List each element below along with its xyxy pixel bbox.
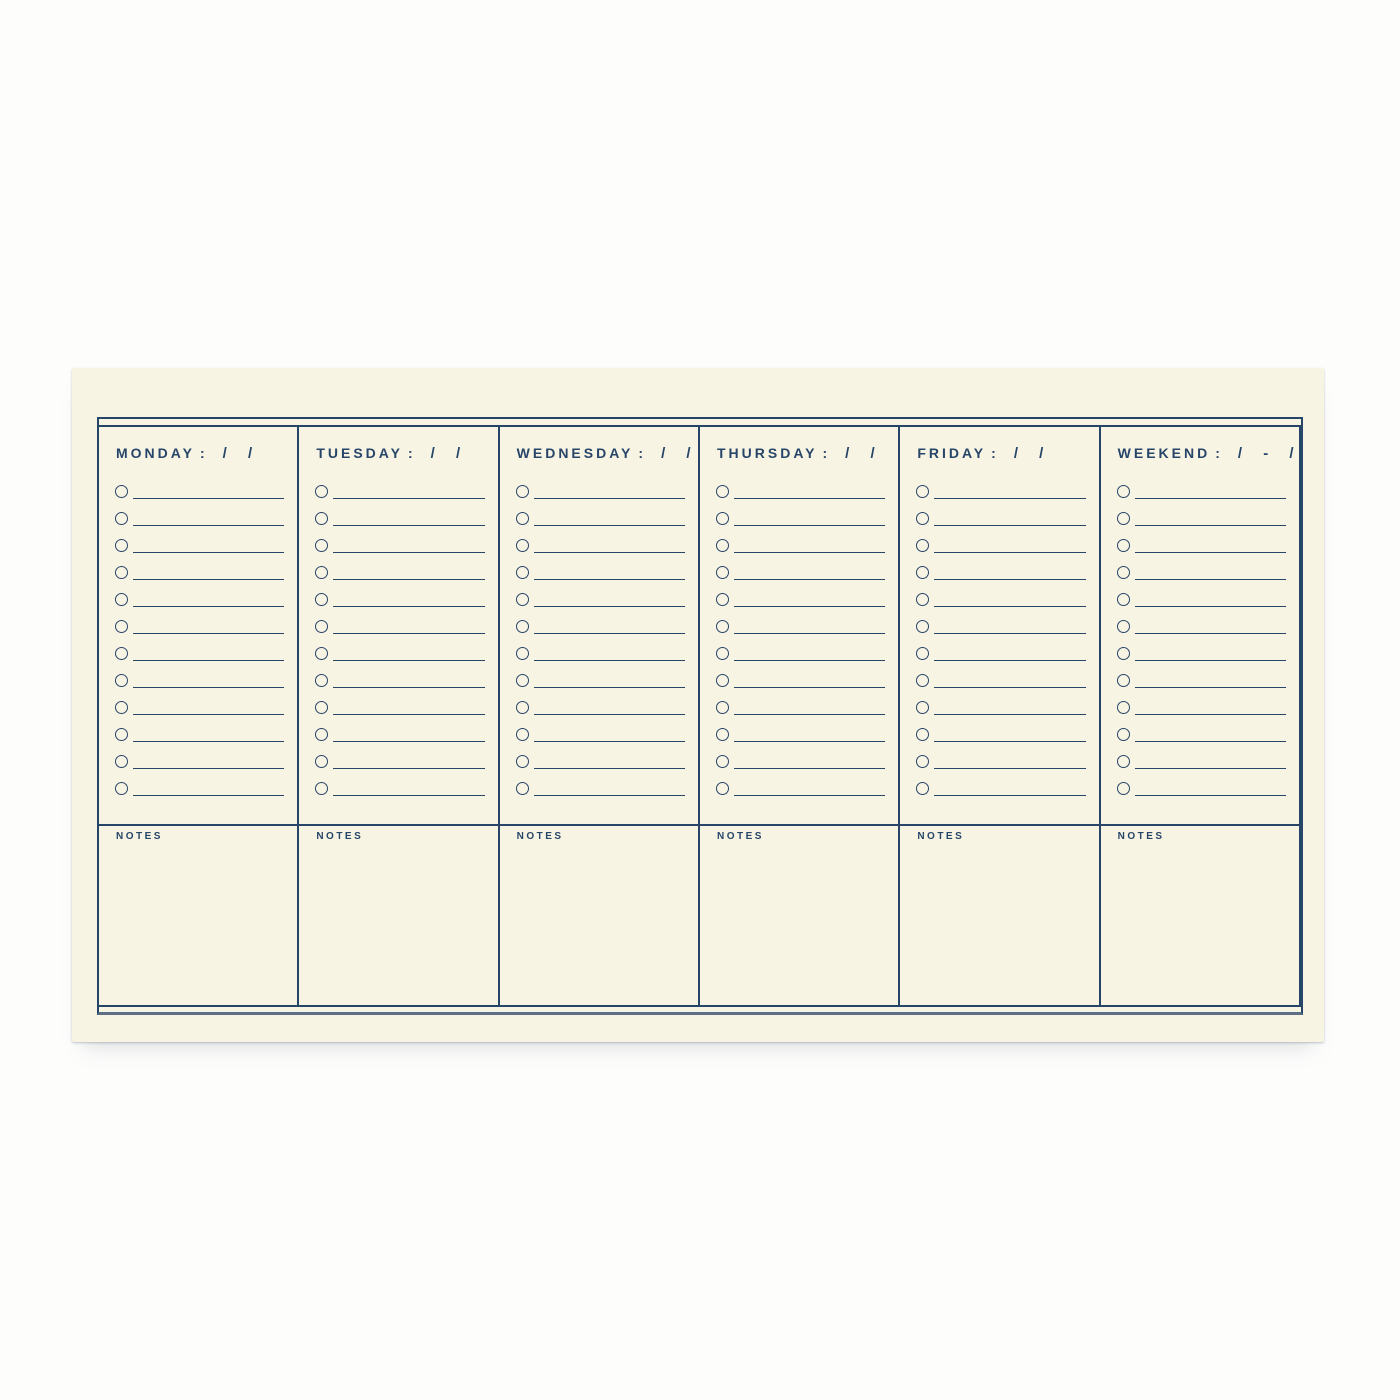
task-row — [115, 667, 284, 694]
task-checkbox-circle — [315, 566, 328, 579]
task-checkbox-circle — [115, 782, 128, 795]
task-checkbox-circle — [1117, 755, 1130, 768]
task-row — [916, 775, 1085, 802]
task-row — [115, 532, 284, 559]
task-write-line — [1135, 633, 1286, 634]
task-checkbox-circle — [916, 620, 929, 633]
task-checkbox-circle — [1117, 485, 1130, 498]
columns-row — [99, 425, 1301, 1007]
task-checkbox-circle — [916, 512, 929, 525]
task-row — [115, 505, 284, 532]
task-write-line — [133, 498, 284, 499]
task-write-line — [133, 687, 284, 688]
task-checkbox-circle — [516, 728, 529, 741]
task-checkbox-circle — [115, 539, 128, 552]
task-checkbox-circle — [115, 620, 128, 633]
task-row — [716, 748, 885, 775]
task-write-line — [734, 498, 885, 499]
task-checkbox-circle — [315, 782, 328, 795]
task-write-line — [133, 660, 284, 661]
column-header — [1117, 445, 1296, 462]
task-write-line — [934, 498, 1085, 499]
task-write-line — [333, 552, 484, 553]
task-write-line — [1135, 714, 1286, 715]
task-checkbox-circle — [315, 755, 328, 768]
task-checkbox-circle — [916, 485, 929, 498]
task-checkbox-circle — [1117, 674, 1130, 687]
task-checkbox-circle — [916, 701, 929, 714]
task-row — [516, 586, 685, 613]
task-checkbox-circle — [716, 728, 729, 741]
date-placeholder: / - / — [1237, 445, 1296, 462]
task-checkbox-circle — [916, 566, 929, 579]
task-row — [315, 640, 484, 667]
task-checkbox-circle — [315, 728, 328, 741]
column-header — [517, 445, 692, 462]
task-write-line — [934, 633, 1085, 634]
task-write-line — [734, 687, 885, 688]
task-write-line — [1135, 660, 1286, 661]
task-row — [1117, 586, 1286, 613]
task-checkbox-circle — [315, 512, 328, 525]
header-colon: : — [407, 445, 416, 461]
task-write-line — [734, 552, 885, 553]
column-header — [917, 445, 1092, 462]
task-write-line — [534, 552, 685, 553]
task-write-line — [333, 795, 484, 796]
task-row — [916, 721, 1085, 748]
task-row — [1117, 613, 1286, 640]
task-checkbox-circle — [1117, 728, 1130, 741]
task-checkbox-circle — [716, 566, 729, 579]
day-label: FRIDAY — [917, 445, 987, 461]
notes-label: NOTES — [516, 831, 564, 842]
task-row — [716, 775, 885, 802]
task-write-line — [534, 741, 685, 742]
day-label: WEEKEND — [1117, 445, 1211, 461]
task-row — [716, 694, 885, 721]
task-row — [516, 667, 685, 694]
task-write-line — [534, 768, 685, 769]
task-checkbox-circle — [516, 782, 529, 795]
task-row — [315, 721, 484, 748]
task-row — [716, 505, 885, 532]
task-checkbox-circle — [115, 647, 128, 660]
header-colon: : — [991, 445, 999, 461]
task-row — [315, 667, 484, 694]
task-row — [315, 694, 484, 721]
task-row — [516, 775, 685, 802]
task-row — [115, 478, 284, 505]
task-checkbox-circle — [315, 620, 328, 633]
task-list — [1117, 478, 1286, 802]
task-checkbox-circle — [315, 485, 328, 498]
task-checkbox-circle — [716, 647, 729, 660]
task-checkbox-circle — [516, 593, 529, 606]
task-checkbox-circle — [1117, 539, 1130, 552]
task-row — [115, 775, 284, 802]
task-write-line — [1135, 741, 1286, 742]
column-header — [316, 445, 491, 462]
task-checkbox-circle — [115, 701, 128, 714]
task-checkbox-circle — [315, 593, 328, 606]
task-checkbox-circle — [315, 701, 328, 714]
task-write-line — [934, 525, 1085, 526]
task-row — [115, 559, 284, 586]
task-checkbox-circle — [716, 485, 729, 498]
task-checkbox-circle — [1117, 701, 1130, 714]
task-row — [716, 613, 885, 640]
task-checkbox-circle — [716, 782, 729, 795]
task-write-line — [934, 795, 1085, 796]
task-list — [115, 478, 284, 802]
task-row — [716, 667, 885, 694]
task-row — [315, 775, 484, 802]
task-row — [516, 694, 685, 721]
task-write-line — [333, 579, 484, 580]
task-row — [315, 532, 484, 559]
task-row — [916, 694, 1085, 721]
task-checkbox-circle — [516, 512, 529, 525]
task-checkbox-circle — [716, 674, 729, 687]
task-row — [1117, 505, 1286, 532]
task-row — [516, 640, 685, 667]
task-row — [1117, 478, 1286, 505]
task-write-line — [133, 633, 284, 634]
task-checkbox-circle — [115, 485, 128, 498]
task-list — [916, 478, 1085, 802]
task-checkbox-circle — [916, 674, 929, 687]
task-write-line — [934, 579, 1085, 580]
task-write-line — [934, 714, 1085, 715]
task-write-line — [333, 525, 484, 526]
task-row — [916, 613, 1085, 640]
task-checkbox-circle — [516, 539, 529, 552]
weekly-planner-pad — [72, 368, 1324, 1042]
task-write-line — [734, 795, 885, 796]
task-checkbox-circle — [516, 674, 529, 687]
header-colon: : — [638, 445, 647, 461]
task-write-line — [133, 606, 284, 607]
date-placeholder: / / — [661, 445, 693, 462]
task-checkbox-circle — [916, 539, 929, 552]
task-row — [1117, 694, 1286, 721]
day-column-tuesday — [299, 427, 499, 1005]
task-checkbox-circle — [516, 755, 529, 768]
task-row — [916, 640, 1085, 667]
task-write-line — [1135, 525, 1286, 526]
task-write-line — [534, 795, 685, 796]
task-row — [1117, 532, 1286, 559]
task-checkbox-circle — [1117, 593, 1130, 606]
notes-label: NOTES — [1117, 831, 1165, 842]
task-checkbox-circle — [315, 647, 328, 660]
task-write-line — [1135, 795, 1286, 796]
task-write-line — [333, 714, 484, 715]
task-checkbox-circle — [716, 701, 729, 714]
task-write-line — [934, 741, 1085, 742]
task-checkbox-circle — [716, 539, 729, 552]
task-row — [916, 505, 1085, 532]
task-write-line — [734, 525, 885, 526]
task-write-line — [534, 525, 685, 526]
task-checkbox-circle — [516, 566, 529, 579]
task-checkbox-circle — [916, 728, 929, 741]
task-write-line — [934, 768, 1085, 769]
task-checkbox-circle — [115, 674, 128, 687]
task-checkbox-circle — [115, 755, 128, 768]
task-row — [315, 559, 484, 586]
task-write-line — [133, 552, 284, 553]
task-row — [916, 586, 1085, 613]
task-checkbox-circle — [315, 539, 328, 552]
task-write-line — [333, 498, 484, 499]
task-row — [115, 586, 284, 613]
notes-label: NOTES — [917, 831, 965, 842]
task-row — [716, 586, 885, 613]
task-row — [916, 667, 1085, 694]
task-row — [115, 640, 284, 667]
task-write-line — [734, 768, 885, 769]
task-write-line — [534, 498, 685, 499]
date-placeholder: / / — [430, 445, 463, 462]
task-row — [516, 559, 685, 586]
task-write-line — [734, 660, 885, 661]
notes-divider-rule — [99, 824, 1301, 826]
header-colon: : — [822, 445, 831, 461]
task-checkbox-circle — [315, 674, 328, 687]
task-write-line — [1135, 768, 1286, 769]
task-write-line — [333, 660, 484, 661]
task-checkbox-circle — [716, 755, 729, 768]
task-write-line — [534, 714, 685, 715]
task-write-line — [534, 579, 685, 580]
task-list — [516, 478, 685, 802]
day-column-monday — [99, 427, 299, 1005]
task-checkbox-circle — [916, 593, 929, 606]
task-write-line — [333, 741, 484, 742]
task-row — [1117, 559, 1286, 586]
task-write-line — [333, 768, 484, 769]
day-column-weekend — [1101, 427, 1301, 1005]
task-write-line — [534, 606, 685, 607]
task-row — [716, 721, 885, 748]
header-colon: : — [199, 445, 208, 461]
task-write-line — [1135, 498, 1286, 499]
task-write-line — [333, 633, 484, 634]
task-checkbox-circle — [1117, 620, 1130, 633]
task-write-line — [333, 606, 484, 607]
task-write-line — [1135, 687, 1286, 688]
task-row — [1117, 667, 1286, 694]
task-row — [115, 748, 284, 775]
task-row — [315, 748, 484, 775]
task-row — [516, 478, 685, 505]
task-checkbox-circle — [916, 782, 929, 795]
task-checkbox-circle — [716, 593, 729, 606]
date-placeholder: / / — [222, 445, 255, 462]
task-write-line — [934, 606, 1085, 607]
task-write-line — [133, 768, 284, 769]
task-row — [916, 559, 1085, 586]
task-write-line — [534, 687, 685, 688]
notes-label: NOTES — [316, 831, 364, 842]
day-label: THURSDAY — [716, 445, 818, 461]
task-row — [916, 748, 1085, 775]
task-row — [115, 613, 284, 640]
task-row — [716, 559, 885, 586]
day-column-thursday — [700, 427, 900, 1005]
task-checkbox-circle — [716, 512, 729, 525]
task-row — [1117, 748, 1286, 775]
task-checkbox-circle — [1117, 647, 1130, 660]
task-write-line — [133, 525, 284, 526]
planner-grid — [97, 417, 1303, 1015]
task-row — [315, 478, 484, 505]
task-write-line — [333, 687, 484, 688]
task-write-line — [734, 579, 885, 580]
task-row — [115, 721, 284, 748]
task-row — [1117, 640, 1286, 667]
task-checkbox-circle — [516, 485, 529, 498]
day-label: WEDNESDAY — [516, 445, 634, 461]
task-row — [916, 478, 1085, 505]
day-column-wednesday — [500, 427, 700, 1005]
task-row — [516, 532, 685, 559]
task-row — [716, 478, 885, 505]
date-placeholder: / / — [1013, 445, 1046, 462]
task-list — [315, 478, 484, 802]
task-checkbox-circle — [115, 593, 128, 606]
task-row — [516, 721, 685, 748]
task-write-line — [1135, 606, 1286, 607]
task-row — [516, 748, 685, 775]
column-header — [717, 445, 892, 462]
task-checkbox-circle — [516, 701, 529, 714]
task-row — [516, 613, 685, 640]
task-checkbox-circle — [1117, 782, 1130, 795]
task-checkbox-circle — [1117, 566, 1130, 579]
notes-label: NOTES — [116, 831, 163, 842]
task-row — [1117, 721, 1286, 748]
task-row — [1117, 775, 1286, 802]
task-row — [315, 586, 484, 613]
task-checkbox-circle — [516, 647, 529, 660]
header-colon: : — [1215, 445, 1223, 461]
task-row — [716, 532, 885, 559]
task-row — [716, 640, 885, 667]
task-write-line — [934, 660, 1085, 661]
day-label: TUESDAY — [316, 445, 403, 461]
date-placeholder: / / — [845, 445, 877, 462]
task-checkbox-circle — [115, 728, 128, 741]
task-write-line — [934, 552, 1085, 553]
task-write-line — [734, 633, 885, 634]
task-row — [315, 505, 484, 532]
task-write-line — [1135, 579, 1286, 580]
task-checkbox-circle — [516, 620, 529, 633]
task-write-line — [734, 741, 885, 742]
day-column-friday — [900, 427, 1100, 1005]
notes-label: NOTES — [716, 831, 764, 842]
task-write-line — [133, 741, 284, 742]
task-write-line — [1135, 552, 1286, 553]
task-write-line — [133, 714, 284, 715]
task-row — [315, 613, 484, 640]
task-write-line — [133, 579, 284, 580]
task-write-line — [734, 606, 885, 607]
task-checkbox-circle — [716, 620, 729, 633]
day-label: MONDAY — [116, 445, 195, 461]
task-checkbox-circle — [115, 512, 128, 525]
task-checkbox-circle — [916, 755, 929, 768]
task-checkbox-circle — [1117, 512, 1130, 525]
task-checkbox-circle — [916, 647, 929, 660]
task-write-line — [934, 687, 1085, 688]
task-list — [716, 478, 885, 802]
task-write-line — [734, 714, 885, 715]
column-header — [116, 445, 291, 462]
task-write-line — [534, 633, 685, 634]
task-write-line — [133, 795, 284, 796]
task-checkbox-circle — [115, 566, 128, 579]
task-row — [516, 505, 685, 532]
task-row — [115, 694, 284, 721]
task-row — [916, 532, 1085, 559]
task-write-line — [534, 660, 685, 661]
